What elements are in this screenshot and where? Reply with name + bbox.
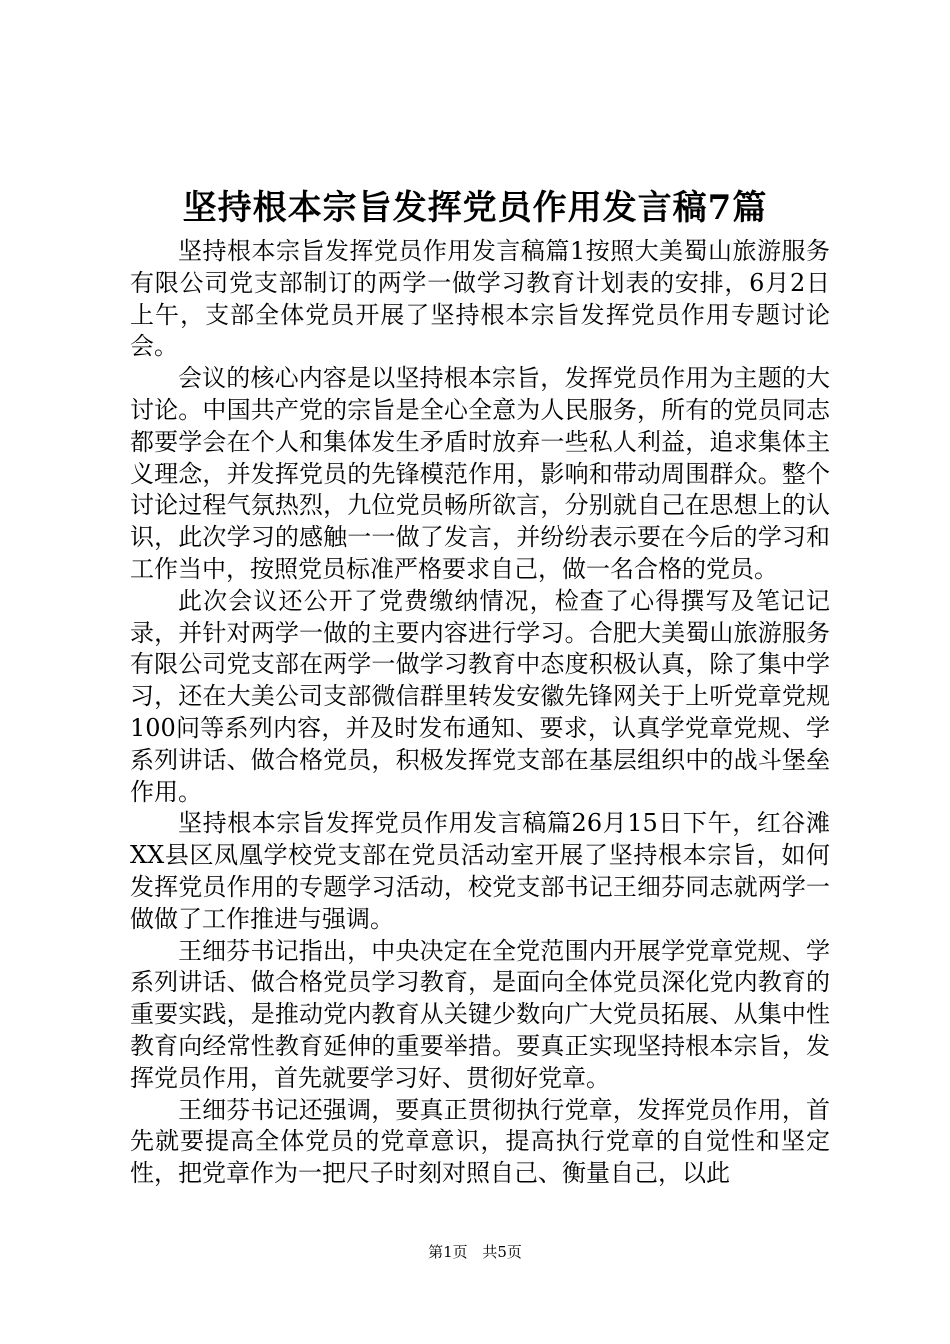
page-number: 第1页 xyxy=(428,1243,468,1261)
document-body xyxy=(130,236,830,1190)
page-footer xyxy=(0,1242,950,1262)
document-title: 坚持根本宗旨发挥党员作用发言稿7篇 xyxy=(182,188,768,228)
page-total: 共5页 xyxy=(482,1243,522,1261)
paragraph: 会议的核心内容是以坚持根本宗旨，发挥党员作用为主题的大讨论。中国共产党的宗旨是全心全意为人民服务，所有的党员同志都要学会在个人和集体发生矛盾时放弃一些私人利益，追求集体主义理念，并发挥党员的先锋模范作用，影响和带动周围群众。整个讨论过程气氛热烈，九位党员畅所欲言，分别就自己在思想上的认识，此次学习的感触一一做了发言，并纷纷表示要在今后的学习和工作当中，按照党员标准严格要求自己，做一名合格的党员。 xyxy=(130,364,830,583)
paragraph: 王细芬书记指出，中央决定在全党范围内开展学党章党规、学系列讲话、做合格党员学习教育，是面向全体党员深化党内教育的重要实践，是推动党内教育从关键少数向广大党员拓展、从集中性教育向经常性教育延伸的重要举措。要真正实现坚持根本宗旨，发挥党员作用，首先就要学习好、贯彻好党章。 xyxy=(130,936,830,1092)
paragraph: 此次会议还公开了党费缴纳情况，检查了心得撰写及笔记记录，并针对两学一做的主要内容进行学习。合肥大美蜀山旅游服务有限公司党支部在两学一做学习教育中态度积极认真，除了集中学习，还在大美公司支部微信群里转发安徽先锋网关于上听党章党规100问等系列内容，并及时发布通知、要求，认真学党章党规、学系列讲话、做合格党员，积极发挥党支部在基层组织中的战斗堡垒作用。 xyxy=(130,586,830,806)
paragraph: 王细芬书记还强调，要真正贯彻执行党章，发挥党员作用，首先就要提高全体党员的党章意识，提高执行党章的自觉性和坚定性，把党章作为一把尺子时刻对照自己、衡量自己，以此 xyxy=(130,1095,830,1188)
paragraph: 坚持根本宗旨发挥党员作用发言稿篇1按照大美蜀山旅游服务有限公司党支部制订的两学一做学习教育计划表的安排，6月2日上午，支部全体党员开展了坚持根本宗旨发挥党员作用专题讨论会。 xyxy=(130,237,830,361)
paragraph: 坚持根本宗旨发挥党员作用发言稿篇26月15日下午，红谷滩XX县区凤凰学校党支部在党员活动室开展了坚持根本宗旨，如何发挥党员作用的专题学习活动，校党支部书记王细芬同志就两学一做做了工作推进与强调。 xyxy=(130,809,830,933)
